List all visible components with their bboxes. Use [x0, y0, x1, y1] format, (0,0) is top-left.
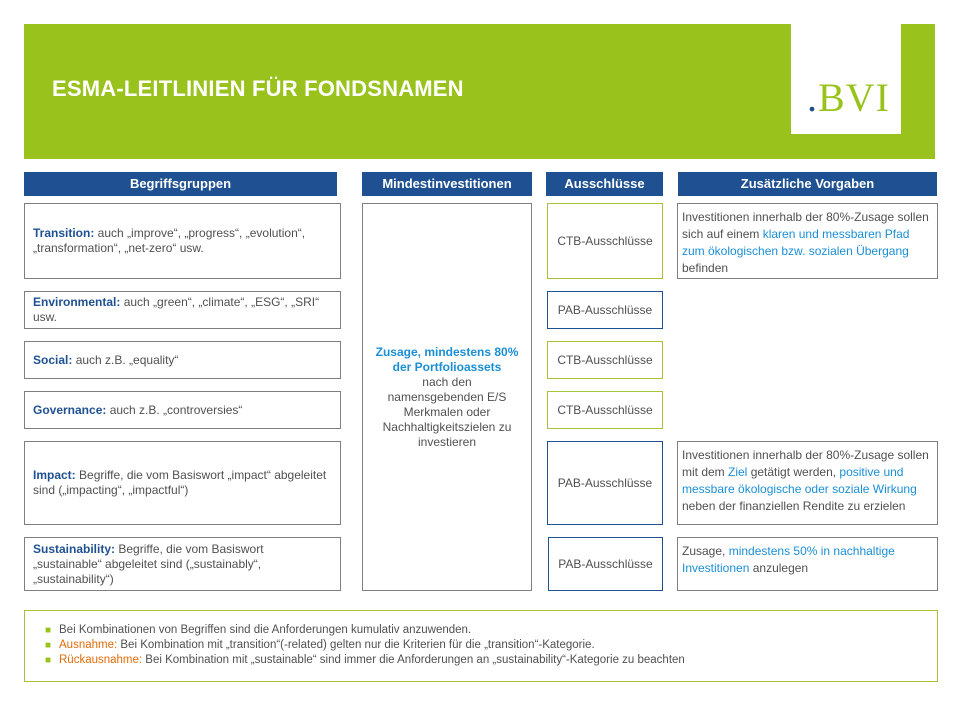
group-label: Governance: — [33, 402, 107, 417]
column-header-begriffsgruppen: Begriffsgruppen — [24, 172, 337, 196]
exclusion-pab: PAB-Ausschlüsse — [548, 537, 663, 591]
bullet-icon: ■ — [45, 625, 52, 636]
note-item: ■ Rückausnahme: Bei Kombination mit „sustainable“ sind immer die Anforderungen an „sustainability“-Kategorie zu beachten — [45, 654, 685, 666]
note-item: ■ Ausnahme: Bei Kombination mit „transition“(-related) gelten nur die Kriterien für die „transition“-Kategorie. — [45, 639, 595, 651]
group-label: Sustainability: — [33, 541, 116, 556]
exclusion-ctb: CTB-Ausschlüsse — [547, 203, 663, 279]
column-header-vorgaben: Zusätzliche Vorgaben — [678, 172, 937, 196]
mindestinvestitionen-box — [362, 203, 532, 591]
exclusion-pab: PAB-Ausschlüsse — [547, 441, 663, 525]
logo-box — [791, 24, 901, 134]
bullet-icon: ■ — [45, 655, 52, 666]
group-text: auch z.B. „controversies“ — [106, 402, 243, 417]
mindest-highlight: Zusage, mindestens 80% der Portfolioassets — [375, 344, 519, 374]
page-title: ESMA-LEITLINIEN FÜR FONDSNAMEN — [52, 76, 464, 101]
column-header-mindestinvestitionen: Mindestinvestitionen — [362, 172, 532, 196]
mindest-text: nach den namensgebenden E/S Merkmalen oder Nachhaltigkeitszielen zu investieren — [382, 374, 512, 449]
group-text: auch z.B. „equality“ — [72, 352, 179, 367]
vorgabe-impact: Investitionen innerhalb der 80%-Zusage sollen mit dem Ziel getätigt werden, positive und messbare ökologische oder soziale Wirkung neben der finanziellen Rendite zu erzielen — [677, 441, 938, 525]
group-transition — [24, 203, 341, 279]
group-governance — [24, 391, 341, 429]
group-impact — [24, 441, 341, 525]
group-label: Environmental: — [33, 295, 121, 309]
group-text: Begriffe, die vom Basiswort „sustainable“ abgeleitet sind („sustainably“, „sustainability“) — [33, 541, 264, 586]
notes-box — [24, 610, 938, 682]
group-label: Transition: — [33, 226, 95, 240]
exclusion-ctb: CTB-Ausschlüsse — [547, 341, 663, 379]
exclusion-pab: PAB-Ausschlüsse — [547, 291, 663, 329]
group-environmental — [24, 291, 341, 329]
vorgabe-transition: Investitionen innerhalb der 80%-Zusage sollen sich auf einem klaren und messbaren Pfad zum ökologischen bzw. sozialen Übergang befinden — [677, 203, 938, 279]
group-label: Social: — [33, 352, 73, 367]
column-header-ausschluesse: Ausschlüsse — [546, 172, 663, 196]
group-sustainability — [24, 537, 341, 591]
group-social — [24, 341, 341, 379]
group-text: auch „green“, „climate“, „ESG“, „SRI“ usw. — [33, 295, 320, 324]
group-text: auch „improve“, „progress“, „evolution“, „transformation“, „net-zero“ usw. — [33, 226, 306, 255]
exclusion-ctb: CTB-Ausschlüsse — [547, 391, 663, 429]
bvi-logo: .BVI — [807, 75, 890, 120]
vorgabe-sustainability: Zusage, mindestens 50% in nachhaltige Investitionen anzulegen — [677, 537, 938, 591]
group-text: Begriffe, die vom Basiswort „impact“ abgeleitet sind („impacting“, „impactful“) — [33, 468, 327, 497]
header-banner — [24, 24, 935, 159]
bullet-icon: ■ — [45, 640, 52, 651]
note-item: ■ Bei Kombinationen von Begriffen sind die Anforderungen kumulativ anzuwenden. — [45, 624, 472, 636]
group-label: Impact: — [33, 468, 76, 482]
